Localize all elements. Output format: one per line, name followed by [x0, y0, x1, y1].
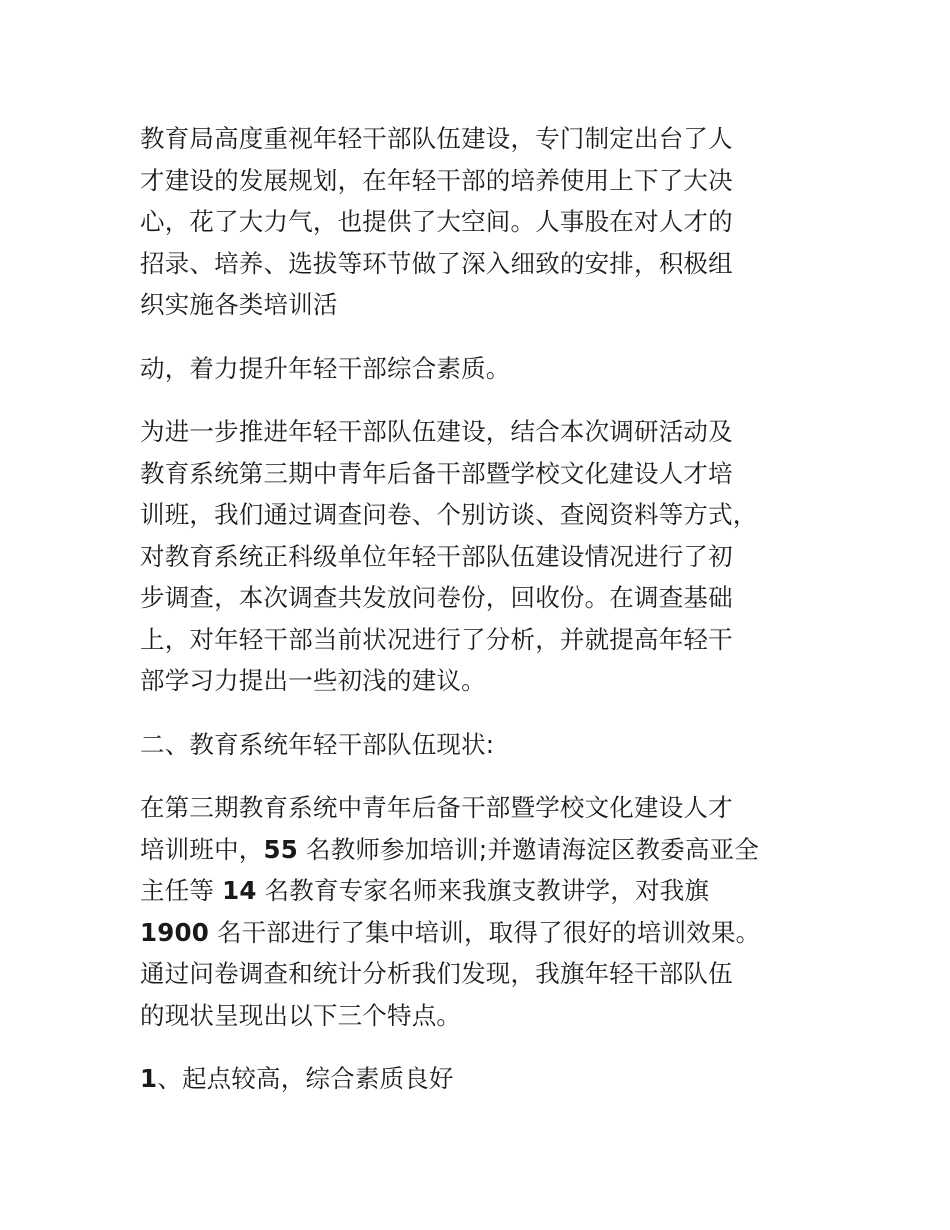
teacher-count: 55 [263, 834, 298, 864]
paragraph-survey: 为进一步推进年轻干部队伍建设，结合本次调研活动及 教育系统第三期中青年后备干部暨学校文化建设人才培 训班，我们通过调查问卷、个别访谈、查阅资料等方式， 对教育系统正科级单位年轻干部队伍建设情况进行了初 步调查，本次调查共发放问卷份，回收份。在调查基础 上，对年轻干部当前状况进行了分析，并就提高年轻干 部学习力提出一些初浅的建议。 [140, 417, 758, 695]
expert-count: 14 [222, 876, 257, 905]
paragraph-intro: 教育局高度重视年轻干部队伍建设，专门制定出台了人 才建设的发展规划，在年轻干部的培养使用上下了大决 心，花了大力气，也提供了大空间。人事股在对人才的 招录、培养、选拔等环节做了深入细致的安排，积极组 织实施各类培训活 [140, 124, 733, 319]
training-text-d: 名干部进行了集中培训，取得了很好的培训效果。 通过问卷调查和统计分析我们发现，我旗年轻干部队伍 的现状呈现出以下三个特点。 [140, 917, 761, 1030]
paragraph-training [140, 787, 820, 1036]
section-heading-status: 二、教育系统年轻干部队伍现状: [140, 729, 495, 759]
training-text-a: 在第三期教育系统中青年后备干部暨学校文化建设人才 培训班中， [140, 793, 733, 864]
subheading-point-1 [140, 1058, 820, 1100]
training-text-c: 名教育专家名师来我旗支教讲学，对我旗 [264, 876, 710, 905]
training-text-b: 名教师参加培训;并邀请海淀区教委高亚全 主任等 [140, 834, 760, 905]
point-text: 、起点较高，综合素质良好 [157, 1064, 454, 1093]
document-page [140, 118, 820, 1100]
cadre-count: 1900 [140, 917, 209, 947]
point-number: 1 [140, 1064, 158, 1093]
paragraph-continuation: 动，着力提升年轻干部综合素质。 [140, 353, 511, 383]
